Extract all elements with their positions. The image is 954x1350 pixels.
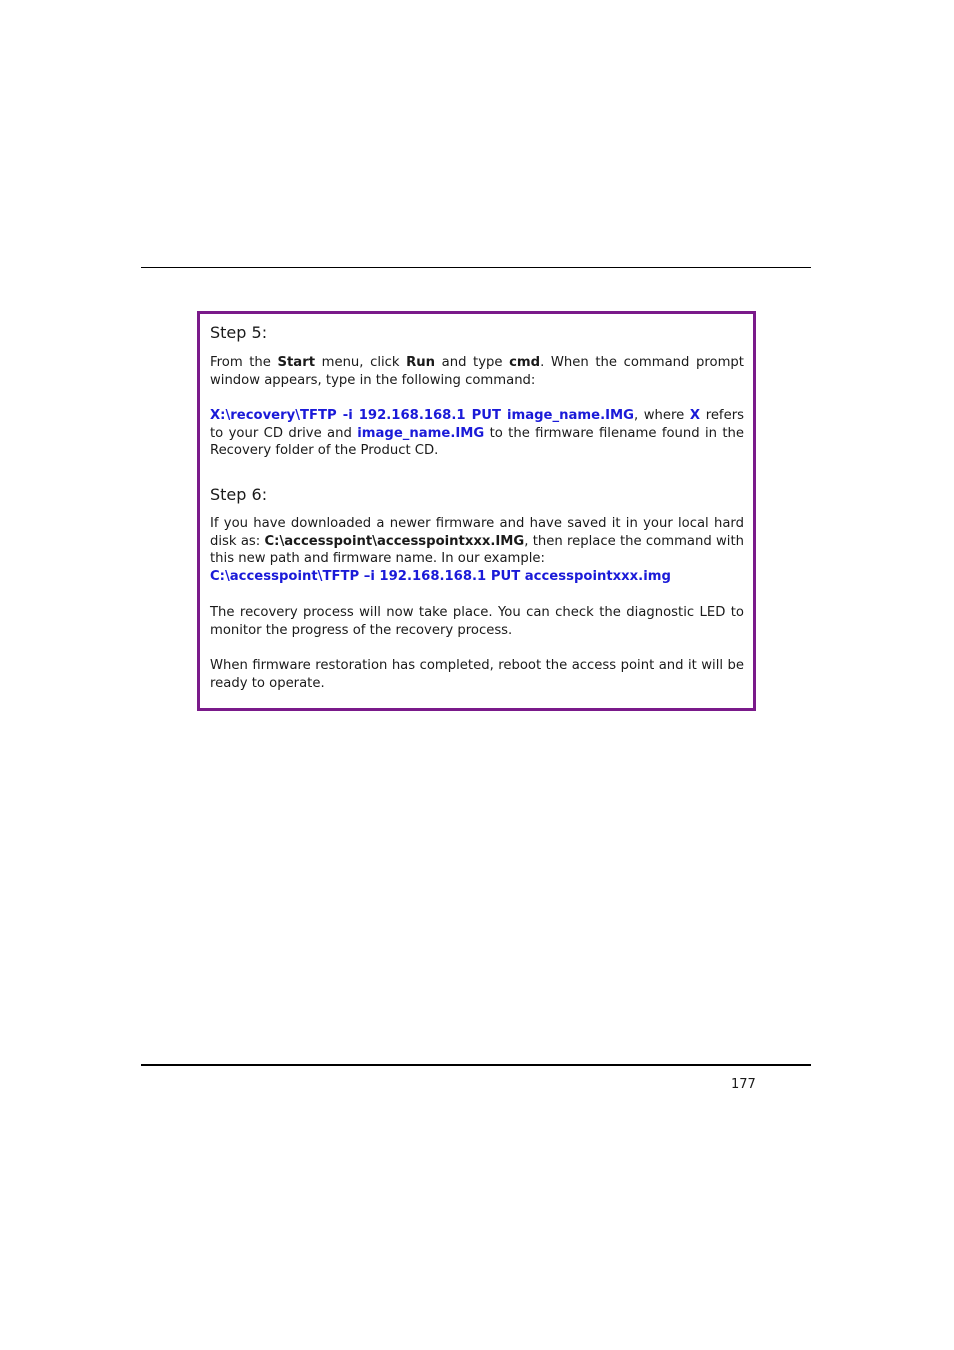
text: refers to your CD drive and	[210, 408, 744, 441]
drive-letter: X	[689, 408, 701, 423]
step5-paragraph-1	[210, 354, 744, 389]
text: From the	[210, 355, 278, 370]
text: to the firmware filename found in the Recovery folder of the Product CD.	[210, 425, 745, 458]
cmd-keyword: cmd	[509, 355, 541, 370]
local-firmware-path: C:\accesspoint\accesspointxxx.IMG	[264, 533, 525, 549]
instruction-box	[197, 311, 756, 711]
run-keyword: Run	[406, 355, 436, 370]
image-filename: image_name.IMG	[357, 425, 485, 441]
text: . When the command prompt window appears, type in the following command:	[210, 355, 744, 388]
step6-paragraph-3: When firmware restoration has completed, reboot the access point and it will be ready to operate.	[210, 658, 744, 691]
footer-rule	[141, 1064, 811, 1066]
recovery-command: X:\recovery\TFTP -i 192.168.168.1 PUT image_name.IMG	[210, 408, 634, 423]
text: , then replace the command with this new path and firmware name. In our example:	[210, 533, 744, 566]
step5-title: Step 5:	[210, 323, 268, 342]
start-keyword: Start	[277, 355, 316, 370]
step6-paragraph-1	[210, 515, 744, 585]
step6-title: Step 6:	[210, 485, 268, 504]
step5-paragraph-2	[210, 407, 744, 460]
example-command: C:\accesspoint\TFTP –i 192.168.168.1 PUT accesspointxxx.img	[210, 568, 671, 584]
text: If you have downloaded a newer firmware and have saved it in your local hard disk as:	[210, 516, 744, 549]
header-rule	[141, 267, 811, 268]
text: , where	[633, 408, 690, 423]
text: and type	[435, 355, 510, 370]
text: menu, click	[315, 355, 407, 370]
step6-paragraph-2: The recovery process will now take place. You can check the diagnostic LED to monitor the progress of the recovery process.	[210, 605, 744, 638]
page-number: 177	[731, 1077, 756, 1092]
